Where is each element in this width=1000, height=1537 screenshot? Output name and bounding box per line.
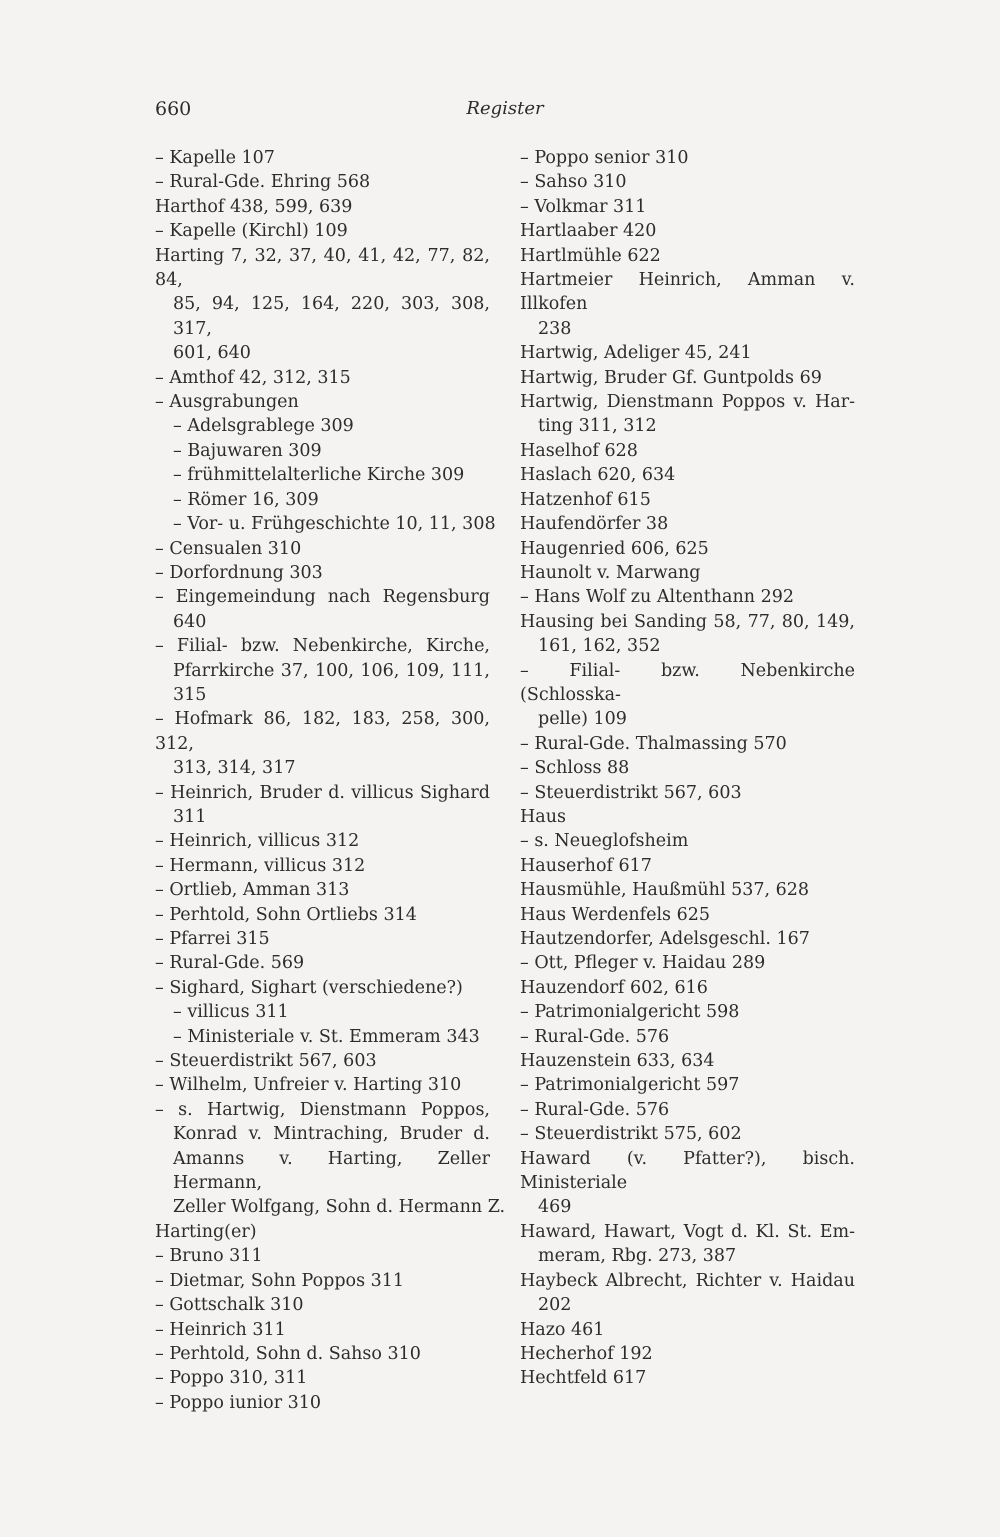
index-entry: – Eingemeindung nach Regensburg xyxy=(155,587,490,608)
index-entry: – Poppo 310, 311 xyxy=(155,1368,308,1389)
index-entry: – Vor- u. Frühgeschichte 10, 11, 308 xyxy=(173,514,496,535)
index-entry: – Rural-Gde. 576 xyxy=(520,1026,670,1047)
index-entry: – Poppo senior 310 xyxy=(520,148,689,168)
index-entry: 469 xyxy=(538,1197,572,1218)
index-entry: Hartmeier Heinrich, Amman v. Illkofen xyxy=(520,270,855,315)
index-entry: Haward, Hawart, Vogt d. Kl. St. Em- xyxy=(520,1221,855,1242)
index-entry: 238 xyxy=(538,318,572,339)
index-entry: – Hofmark 86, 182, 183, 258, 300, 312, xyxy=(155,709,490,754)
index-entry: – s. Neueglofsheim xyxy=(520,831,689,852)
index-entry: Pfarrkirche 37, 100, 106, 109, 111, xyxy=(173,660,490,681)
page-header xyxy=(155,98,855,128)
index-entry: Hazo 461 xyxy=(520,1319,605,1340)
index-entry: Haward (v. Pfatter?), bisch. Ministeriale xyxy=(520,1148,855,1194)
index-entry: Haufendörfer 38 xyxy=(520,514,669,535)
index-entry: Hartlaaber 420 xyxy=(520,221,657,242)
index-entry: – Adelsgrablege 309 xyxy=(173,416,354,437)
index-entry: – Perhtold, Sohn Ortliebs 314 xyxy=(155,904,417,925)
index-entry: 313, 314, 317 xyxy=(173,758,296,779)
index-entry: – villicus 311 xyxy=(173,1002,289,1023)
index-entry: Hauzenstein 633, 634 xyxy=(520,1051,715,1072)
index-entry: 85, 94, 125, 164, 220, 303, 308, 317, xyxy=(173,294,490,339)
index-entry: – Sighard, Sighart (verschiedene?) xyxy=(155,977,463,998)
index-entry: Hartwig, Dienstmann Poppos v. Har- xyxy=(520,392,855,413)
index-entry: Hausing bei Sanding 58, 77, 80, 149, xyxy=(520,611,855,632)
index-entry: – Rural-Gde. 569 xyxy=(155,953,305,974)
index-entry: – Römer 16, 309 xyxy=(173,489,319,510)
index-entry: – Gottschalk 310 xyxy=(155,1295,304,1316)
index-entry: ting 311, 312 xyxy=(538,416,657,437)
index-entry: 202 xyxy=(538,1295,572,1316)
right-column xyxy=(520,146,855,1391)
index-entry: – Heinrich, Bruder d. villicus Sighard xyxy=(155,782,490,803)
index-entry: – Ott, Pfleger v. Haidau 289 xyxy=(520,953,766,974)
index-entry: – Wilhelm, Unfreier v. Harting 310 xyxy=(155,1075,462,1096)
index-entry: Haselhof 628 xyxy=(520,440,638,461)
index-entry: – Bajuwaren 309 xyxy=(173,440,322,461)
index-entry: Haslach 620, 634 xyxy=(520,465,676,486)
index-entry: Hechtfeld 617 xyxy=(520,1368,647,1389)
index-entry: – Pfarrei 315 xyxy=(155,929,270,949)
index-entry: Haus Werdenfels 625 xyxy=(520,904,710,925)
index-entry: – Heinrich 311 xyxy=(155,1319,286,1340)
index-entry: Harting 7, 32, 37, 40, 41, 42, 77, 82, 84, xyxy=(155,245,490,291)
index-entry: – Rural-Gde. 576 xyxy=(520,1099,670,1120)
index-entry: Hauserhof 617 xyxy=(520,855,652,876)
index-entry: – Perhtold, Sohn d. Sahso 310 xyxy=(155,1343,421,1364)
index-entry: Hauzendorf 602, 616 xyxy=(520,977,708,998)
index-entry: Haunolt v. Marwang xyxy=(520,562,701,583)
index-entry: 161, 162, 352 xyxy=(538,636,661,657)
index-entry: – Ortlieb, Amman 313 xyxy=(155,880,350,901)
page-number: 660 xyxy=(155,98,192,120)
index-entry: Haybeck Albrecht, Richter v. Haidau xyxy=(520,1270,855,1291)
left-column xyxy=(155,146,506,1415)
index-entry: – Kapelle (Kirchl) 109 xyxy=(155,221,348,242)
index-entry: Zeller Wolfgang, Sohn d. Hermann Z. xyxy=(173,1197,506,1218)
index-entry: – Poppo iunior 310 xyxy=(155,1392,322,1413)
index-entry: – Hans Wolf zu Altenthann 292 xyxy=(520,587,794,608)
index-entry: – Ausgrabungen xyxy=(155,392,299,413)
index-entry: – Heinrich, villicus 312 xyxy=(155,831,360,852)
index-entry: meram, Rbg. 273, 387 xyxy=(538,1246,737,1267)
index-entry: 640 xyxy=(173,611,207,632)
index-entry: – Patrimonialgericht 597 xyxy=(520,1075,740,1096)
index-entry: Hartwig, Adeliger 45, 241 xyxy=(520,343,752,364)
index-entry: – Dorfordnung 303 xyxy=(155,562,323,583)
index-entry: – Rural-Gde. Ehring 568 xyxy=(155,172,371,193)
index-entry: – Volkmar 311 xyxy=(520,196,647,217)
index-entry: Harting(er) xyxy=(155,1221,257,1242)
index-entry: Hecherhof 192 xyxy=(520,1343,653,1364)
index-entry: 601, 640 xyxy=(173,343,251,364)
index-entry: Harthof 438, 599, 639 xyxy=(155,196,353,217)
index-entry: pelle) 109 xyxy=(538,709,627,730)
index-entry: – Rural-Gde. Thalmassing 570 xyxy=(520,733,787,754)
index-entry: Hautzendorfer, Adelsgeschl. 167 xyxy=(520,929,810,949)
index-entry: – Steuerdistrikt 567, 603 xyxy=(155,1051,377,1072)
index-entry: – Filial- bzw. Nebenkirche, Kirche, xyxy=(155,636,490,657)
index-entry: – Censualen 310 xyxy=(155,538,302,559)
index-entry: Hatzenhof 615 xyxy=(520,489,651,510)
index-entry: – Bruno 311 xyxy=(155,1246,263,1267)
index-entry: Haugenried 606, 625 xyxy=(520,538,709,559)
index-entry: – s. Hartwig, Dienstmann Poppos, xyxy=(155,1099,490,1120)
index-entry: – Ministeriale v. St. Emmeram 343 xyxy=(173,1026,480,1047)
index-entry: – Steuerdistrikt 575, 602 xyxy=(520,1124,742,1145)
index-entry: Haus xyxy=(520,806,566,827)
index-entry: – Steuerdistrikt 567, 603 xyxy=(520,782,742,803)
index-entry: – frühmittelalterliche Kirche 309 xyxy=(173,465,465,486)
index-entry: – Filial- bzw. Nebenkirche (Schlosska- xyxy=(520,660,855,705)
index-entry: Amanns v. Harting, Zeller Hermann, xyxy=(173,1148,490,1194)
index-entry: Konrad v. Mintraching, Bruder d. xyxy=(173,1124,490,1145)
index-entry: – Amthof 42, 312, 315 xyxy=(155,367,351,388)
index-entry: – Kapelle 107 xyxy=(155,148,275,168)
index-entry: – Hermann, villicus 312 xyxy=(155,855,366,876)
index-entry: 315 xyxy=(173,684,207,705)
index-entry: Hartwig, Bruder Gf. Guntpolds 69 xyxy=(520,367,822,388)
index-entry: 311 xyxy=(173,806,207,827)
index-entry: – Sahso 310 xyxy=(520,172,627,193)
index-entry: – Patrimonialgericht 598 xyxy=(520,1002,740,1023)
index-entry: Hartlmühle 622 xyxy=(520,245,661,266)
index-entry: – Dietmar, Sohn Poppos 311 xyxy=(155,1270,405,1291)
running-title: Register xyxy=(466,98,544,119)
index-entry: – Schloss 88 xyxy=(520,758,630,779)
index-entry: Hausmühle, Haußmühl 537, 628 xyxy=(520,880,810,901)
